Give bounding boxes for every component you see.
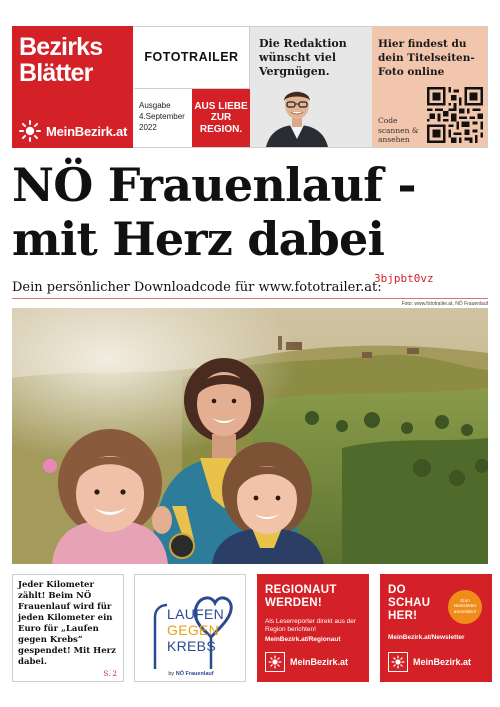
qr-code-icon[interactable]: [427, 87, 483, 143]
bezirksblaetter-logo[interactable]: [12, 26, 133, 148]
product-label: FOTOTRAILER: [144, 50, 239, 64]
lgk-by-name: NÖ Frauenlauf: [175, 671, 214, 677]
issue-label: Ausgabe: [139, 101, 171, 110]
download-code-text: Dein persönlicher Downloadcode für www.fototrailer.at:: [12, 280, 382, 295]
newsletter-title: [388, 584, 430, 623]
issue-info: [139, 100, 191, 133]
lgk-word3: KREBS: [167, 638, 216, 654]
brand-name: MeinBezirk.at: [46, 123, 128, 139]
newsletter-title-line1: DO: [388, 584, 406, 596]
newsletter-title-line3: HER!: [388, 610, 418, 622]
lgk-by-prefix: by: [168, 671, 175, 677]
lgk-word1: LAUFEN: [167, 606, 225, 622]
card-brand: [265, 652, 348, 672]
regionaut-title: [265, 584, 337, 610]
editorial-panel: [250, 27, 372, 147]
headline: [12, 158, 488, 266]
qr-panel: [372, 27, 487, 147]
lgk-byline: [135, 671, 247, 677]
brand-row: [18, 119, 127, 143]
cover-photo[interactable]: [12, 308, 488, 564]
photo-credit: Foto: www.fototrailer.at, NÖ Frauenlauf: [401, 301, 488, 307]
newsletter-title-line2: SCHAU: [388, 597, 431, 609]
newsletter-badge[interactable]: Zum Newsletter anmelden!: [448, 590, 482, 624]
qr-panel-title: Hier findest du dein Titelseiten-Foto online: [378, 38, 475, 78]
card-brand: [388, 652, 471, 672]
regionaut-title-line1: REGIONAUT: [265, 584, 337, 596]
issue-date: 4.September 2022: [139, 112, 185, 132]
teaser-text: Jeder Kilometer zählt! Beim NÖ Frauenlauf wird für jeden Kilometer ein Euro für „Laufen gegen Krebs“ gespendet! Mit Herz dabei.: [18, 580, 116, 667]
logo-text-line1: Bezirks: [19, 33, 103, 61]
card-brand-name: MeinBezirk.at: [413, 657, 472, 667]
divider: [12, 298, 488, 299]
lgk-logo-mark: [149, 583, 233, 669]
editorial-greeting: Die Redaktion wünscht viel Vergnügen.: [259, 37, 347, 78]
regionaut-card[interactable]: [257, 574, 369, 682]
regionaut-title-line2: WERDEN!: [265, 597, 323, 609]
newsletter-card[interactable]: [380, 574, 492, 682]
slogan-badge: AUS LIEBE ZUR REGION.: [192, 89, 250, 147]
teaser-box[interactable]: [12, 574, 124, 682]
headline-line1: NÖ Frauenlauf -: [12, 158, 416, 212]
headline-line2: mit Herz dabei: [12, 212, 385, 266]
download-code[interactable]: 3bjpbt0vz: [374, 272, 434, 285]
editor-portrait: [264, 83, 330, 147]
regionaut-text: Als Leserreporter direkt aus der Region berichten!: [265, 618, 357, 633]
laufen-gegen-krebs-logo[interactable]: [134, 574, 246, 682]
card-brand-name: MeinBezirk.at: [290, 657, 349, 667]
regionaut-link[interactable]: MeinBezirk.at/Regionaut: [265, 636, 341, 643]
lgk-word2: GEGEN: [167, 622, 220, 638]
sun-logo-icon: [388, 652, 408, 672]
sun-logo-icon: [18, 119, 42, 143]
logo-text-line2: Blätter: [19, 59, 93, 87]
newsletter-link[interactable]: MeinBezirk.at/Newsletter: [388, 634, 465, 641]
qr-panel-hint: Code scannen & ansehen: [378, 116, 419, 144]
family-photo-illustration: [12, 308, 488, 564]
sun-logo-icon: [265, 652, 285, 672]
teaser-page-ref: S. 2: [103, 670, 117, 678]
